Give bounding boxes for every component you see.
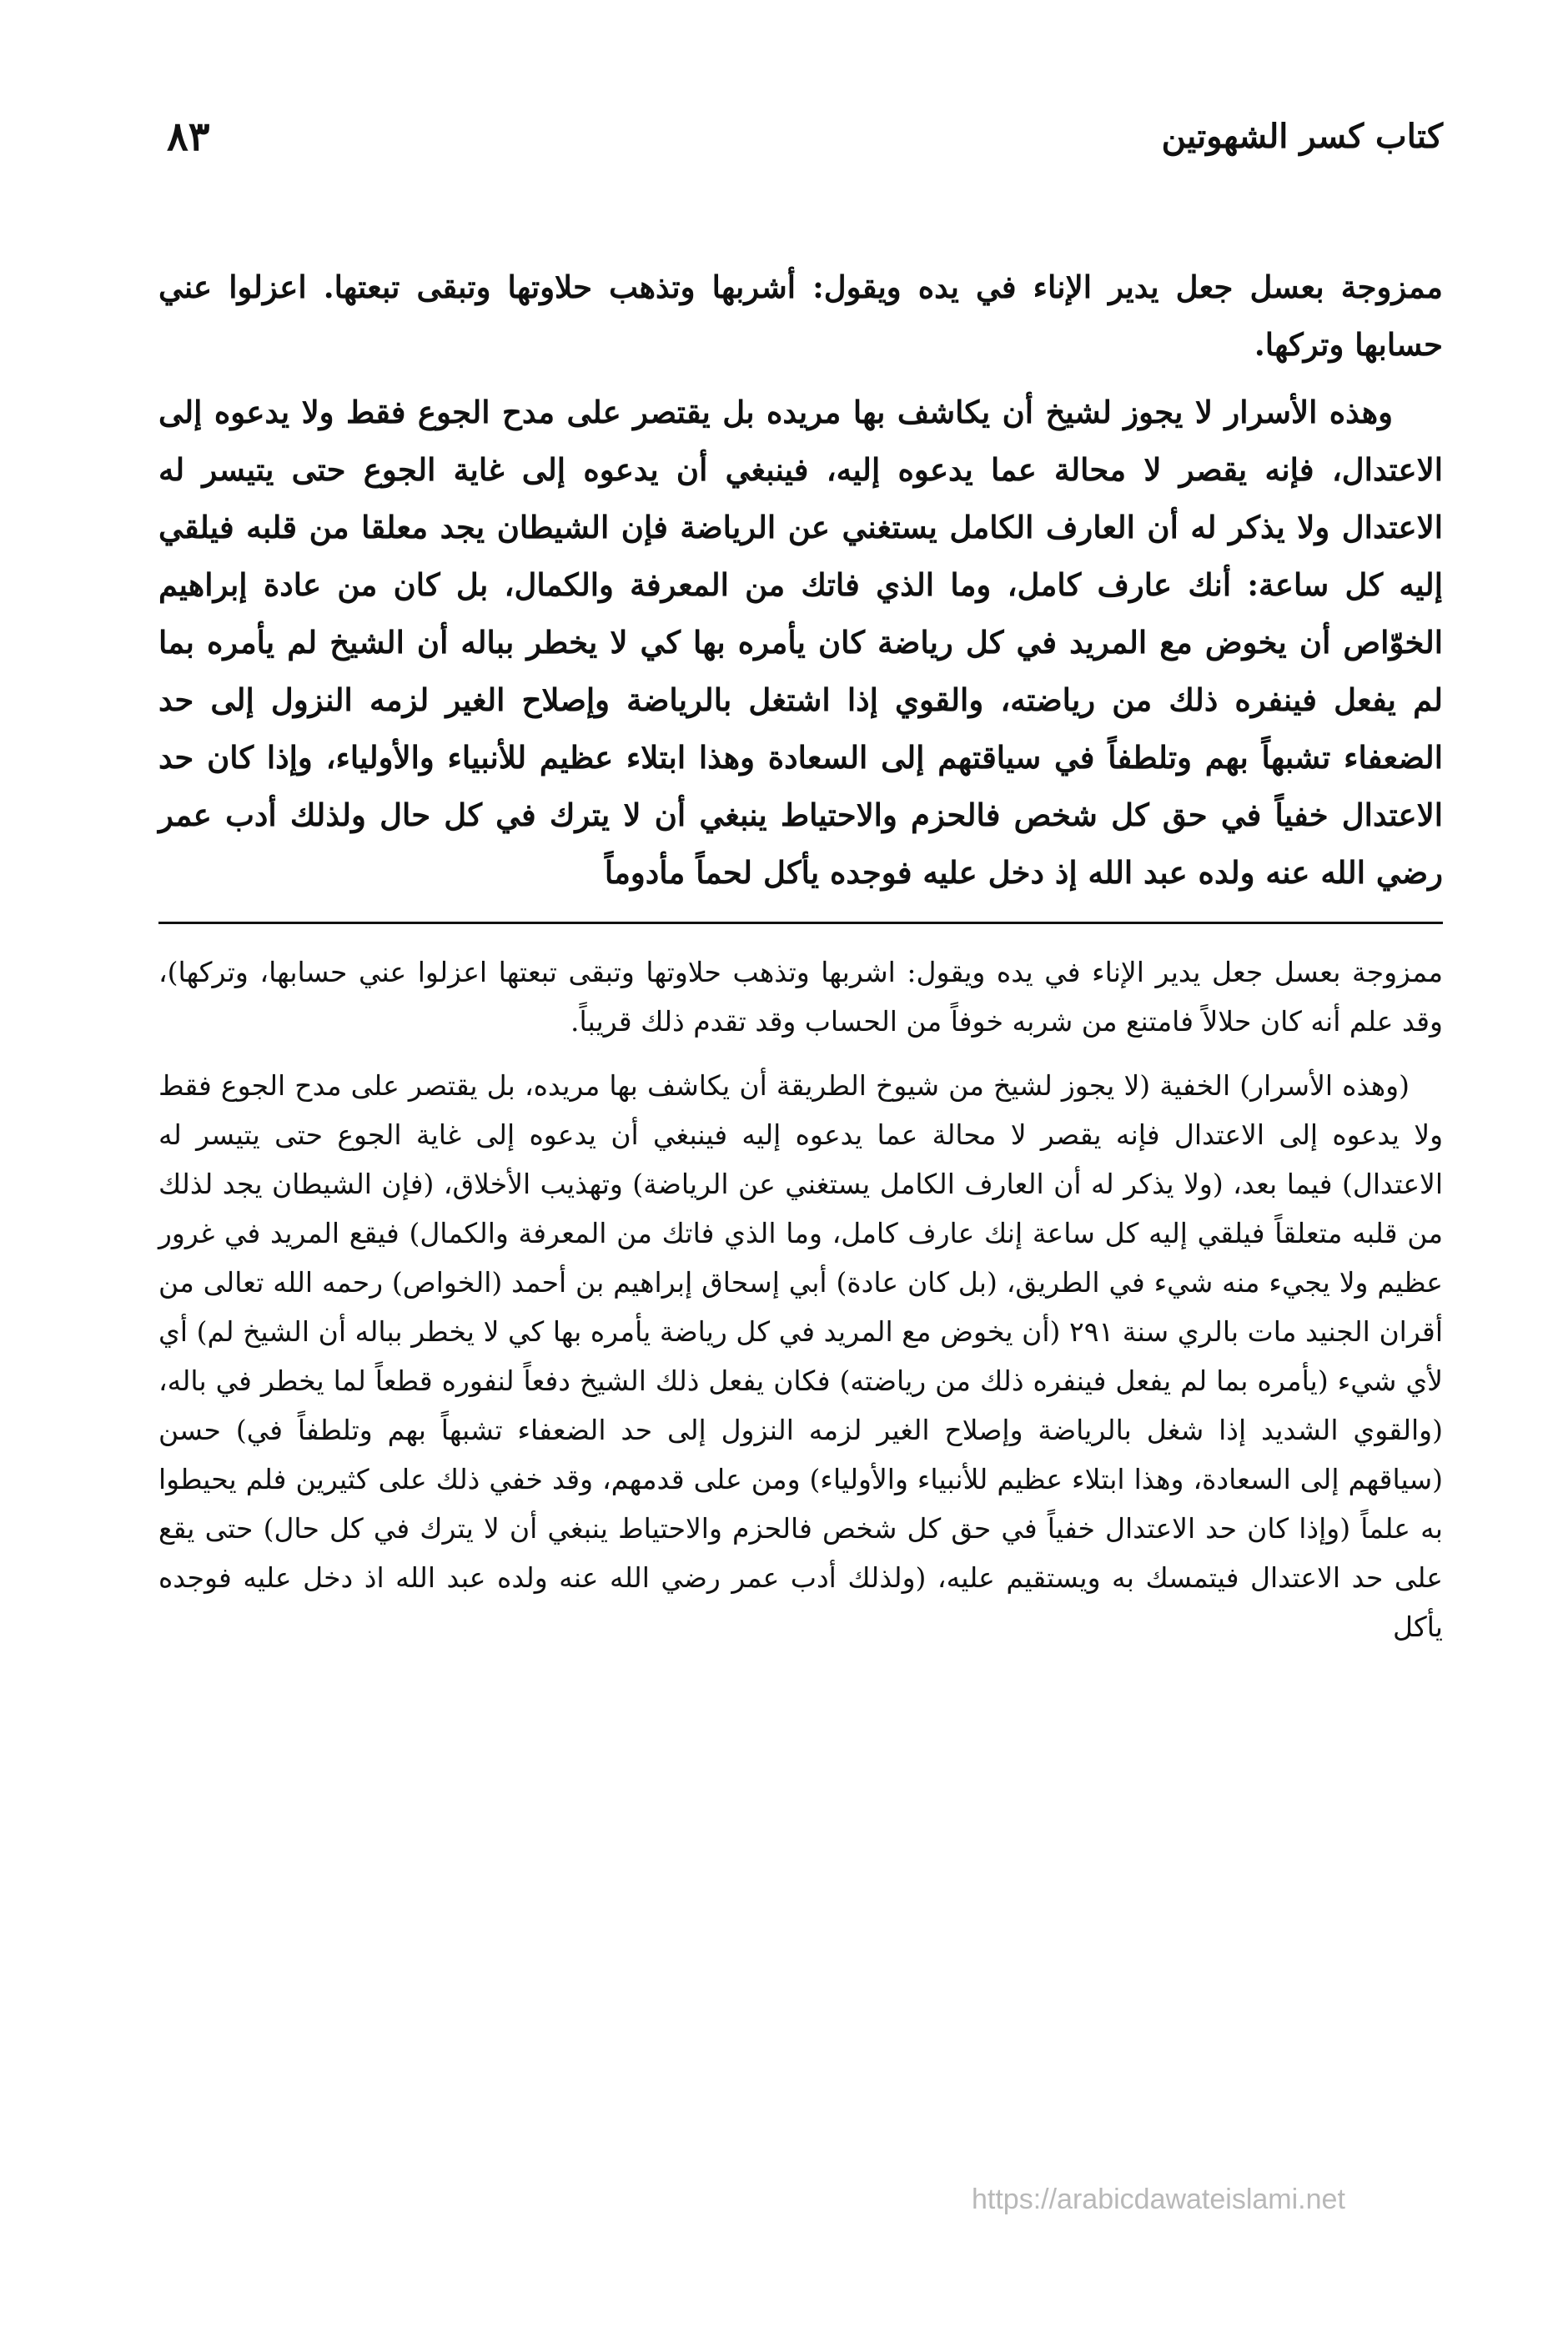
running-title: كتاب كسر الشهوتين bbox=[1161, 117, 1443, 156]
commentary-block bbox=[158, 947, 1443, 1651]
page-number: ٨٣ bbox=[167, 113, 210, 160]
commentary-paragraph-2: (وهذه الأسرار) الخفية (لا يجوز لشيخ من شيوخ الطريقة أن يكاشف بها مريده، بل يقتصر على مدح الجوع فقط ولا يدعوه إلى الاعتدال فإنه يقصر لا محالة عما يدعوه إليه فينبغي أن يدعوه إلى غاية الجوع حتى يتيسر له الاعتدال) فيما بعد، (ولا يذكر له أن العارف الكامل يستغني عن الرياضة) وتهذيب الأخلاق، (فإن الشيطان يجد لذلك من قلبه متعلقاً فيلقي إليه كل ساعة إنك عارف كامل، وما الذي فاتك من المعرفة والكمال) فيقع المريد في غرور عظيم ولا يجيء منه شيء في الطريق، (بل كان عادة) أبي إسحاق إبراهيم بن أحمد (الخواص) رحمه الله تعالى من أقران الجنيد مات بالري سنة ٢٩١ (أن يخوض مع المريد في كل رياضة يأمره بها كي لا يخطر بباله أن الشيخ لم) أي لأي شيء (يأمره بما لم يفعل فينفره ذلك من رياضته) فكان يفعل ذلك الشيخ دفعاً لنفوره قطعاً لما يخطر في باله، (والقوي الشديد إذا شغل بالرياضة وإصلاح الغير لزمه النزول إلى حد الضعفاء تشبهاً بهم وتلطفاً في) حسن (سياقهم إلى السعادة، وهذا ابتلاء عظيم للأنبياء والأولياء) ومن على قدمهم، وقد خفي ذلك على كثيرين فلم يحيطوا به علماً (وإذا كان حد الاعتدال خفياً في حق كل شخص فالحزم والاحتياط ينبغي أن لا يترك في كل حال) حتى يقع على حد الاعتدال فيتمسك به ويستقيم عليه، (ولذلك أدب عمر رضي الله عنه ولده عبد الله اذ دخل عليه فوجده يأكل bbox=[158, 1069, 1443, 1643]
book-page bbox=[158, 113, 1443, 2252]
watermark-url: https://arabicdawateislami.net bbox=[972, 2184, 1345, 2215]
main-paragraph-2: وهذه الأسرار لا يجوز لشيخ أن يكاشف بها مريده بل يقتصر على مدح الجوع فقط ولا يدعوه إلى الاعتدال، فإنه يقصر لا محالة عما يدعوه إليه، فينبغي أن يدعوه إلى غاية الجوع حتى يتيسر له الاعتدال ولا يذكر له أن العارف الكامل يستغني عن الرياضة فإن الشيطان يجد معلقا من قلبه فيلقي إليه كل ساعة: أنك عارف كامل، وما الذي فاتك من المعرفة والكمال، بل كان من عادة إبراهيم الخوّاص أن يخوض مع المريد في كل رياضة كان يأمره بها كي لا يخطر بباله أن الشيخ لم يأمره بما لم يفعل فينفره ذلك من رياضته، والقوي إذا اشتغل بالرياضة وإصلاح الغير لزمه النزول إلى حد الضعفاء تشبهاً بهم وتلطفاً في سياقتهم إلى السعادة وهذا ابتلاء عظيم للأنبياء والأولياء، وإذا كان حد الاعتدال خفياً في حق كل شخص فالحزم والاحتياط ينبغي أن لا يترك في كل حال ولذلك أدب عمر رضي الله عنه ولده عبد الله إذ دخل عليه فوجده يأكل لحماً مأدوماً bbox=[158, 394, 1443, 891]
commentary-paragraph-1: ممزوجة بعسل جعل يدير الإناء في يده ويقول: اشربها وتذهب حلاوتها وتبقى تبعتها اعزلوا عني حسابها، وتركها)، وقد علم أنه كان حلالاً فامتنع من شربه خوفاً من الحساب وقد تقدم ذلك قريباً. bbox=[158, 956, 1443, 1038]
main-paragraph-1: ممزوجة بعسل جعل يدير الإناء في يده ويقول: أشربها وتذهب حلاوتها وتبقى تبعتها. اعزلوا عني حسابها وتركها. bbox=[158, 269, 1443, 363]
main-text-block bbox=[158, 259, 1443, 902]
page-header bbox=[158, 113, 1443, 183]
section-divider bbox=[158, 922, 1443, 924]
